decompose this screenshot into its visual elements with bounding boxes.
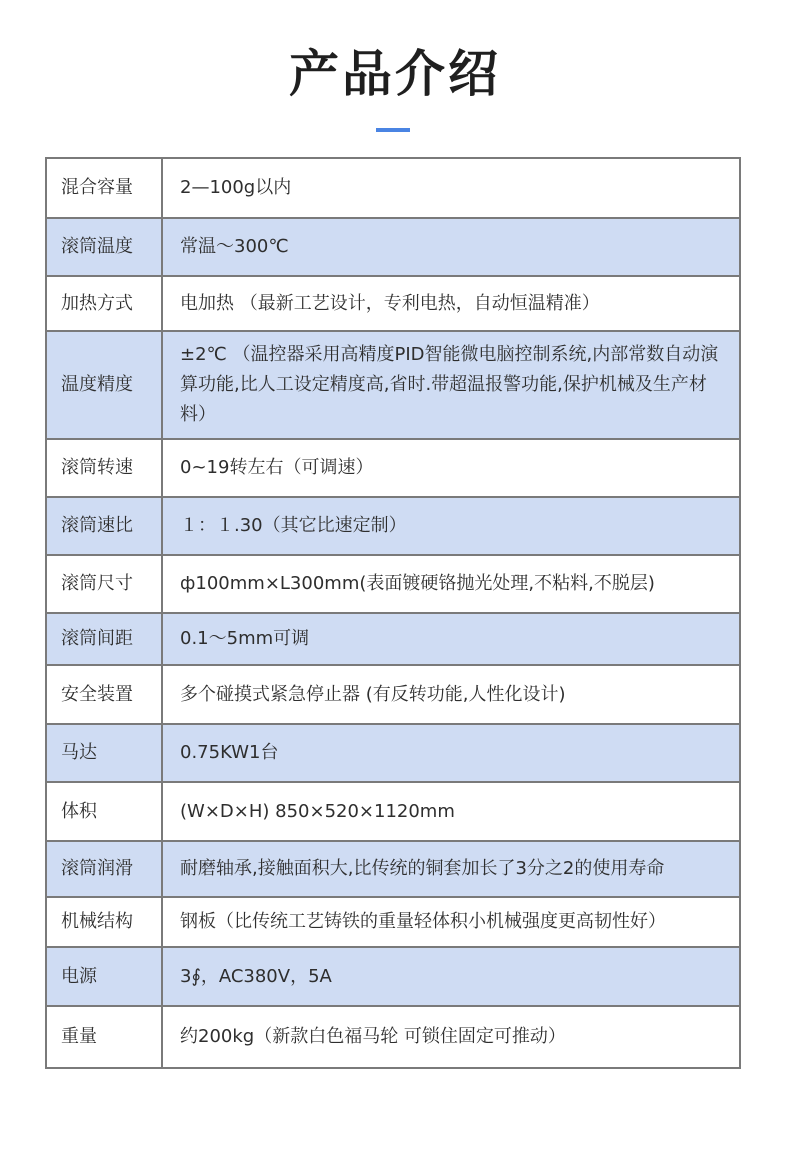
spec-label: 滚筒尺寸	[46, 555, 162, 613]
spec-row-temperature-accuracy	[46, 331, 740, 439]
spec-row-drum-temperature	[46, 218, 740, 276]
spec-label: 重量	[46, 1006, 162, 1068]
spec-value: 多个碰摸式紧急停止器 (有反转功能,人性化设计)	[162, 665, 740, 724]
spec-value: 常温～300℃	[162, 218, 740, 276]
spec-row-drum-lubrication	[46, 841, 740, 897]
spec-label: 滚筒速比	[46, 497, 162, 555]
spec-label: 温度精度	[46, 331, 162, 439]
spec-row-motor	[46, 724, 740, 782]
page-title: 产品介绍	[289, 45, 501, 103]
spec-value: 0.75KW1台	[162, 724, 740, 782]
spec-row-mechanical-structure	[46, 897, 740, 947]
spec-label: 滚筒润滑	[46, 841, 162, 897]
spec-value: 约200kg（新款白色福马轮 可锁住固定可推动）	[162, 1006, 740, 1068]
spec-value: ±2℃ （温控器采用高精度PID智能微电脑控制系统,内部常数自动演算功能,比人工设定精度高,省时.带超温报警功能,保护机械及生产材料）	[162, 331, 740, 439]
spec-value: 钢板（比传统工艺铸铁的重量轻体积小机械强度更高韧性好）	[162, 897, 740, 947]
spec-label: 滚筒转速	[46, 439, 162, 497]
spec-label: 混合容量	[46, 158, 162, 218]
spec-table	[45, 157, 741, 1069]
spec-row-capacity	[46, 158, 740, 218]
spec-row-speed-ratio	[46, 497, 740, 555]
spec-row-drum-size	[46, 555, 740, 613]
spec-label: 滚筒间距	[46, 613, 162, 665]
spec-row-heating-method	[46, 276, 740, 331]
spec-row-safety-device	[46, 665, 740, 724]
spec-value: １：１.30（其它比速定制）	[162, 497, 740, 555]
spec-row-drum-speed	[46, 439, 740, 497]
spec-value: ф100mm×L300mm(表面镀硬铬抛光处理,不粘料,不脱层)	[162, 555, 740, 613]
title-accent-bar	[376, 128, 410, 132]
spec-label: 滚筒温度	[46, 218, 162, 276]
spec-value: 耐磨轴承,接触面积大,比传统的铜套加长了3分之2的使用寿命	[162, 841, 740, 897]
spec-value: 0~19转左右（可调速）	[162, 439, 740, 497]
spec-row-drum-gap	[46, 613, 740, 665]
spec-label: 马达	[46, 724, 162, 782]
spec-label: 电源	[46, 947, 162, 1006]
spec-value: (W×D×H) 850×520×1120mm	[162, 782, 740, 841]
spec-value: 0.1～5mm可调	[162, 613, 740, 665]
spec-label: 机械结构	[46, 897, 162, 947]
spec-value: 3∮，AC380V，5A	[162, 947, 740, 1006]
spec-label: 加热方式	[46, 276, 162, 331]
spec-row-power-supply	[46, 947, 740, 1006]
spec-row-weight	[46, 1006, 740, 1068]
spec-label: 安全装置	[46, 665, 162, 724]
spec-label: 体积	[46, 782, 162, 841]
spec-row-volume	[46, 782, 740, 841]
spec-value: 电加热 （最新工艺设计，专利电热，自动恒温精准）	[162, 276, 740, 331]
spec-value: 2—100g以内	[162, 158, 740, 218]
